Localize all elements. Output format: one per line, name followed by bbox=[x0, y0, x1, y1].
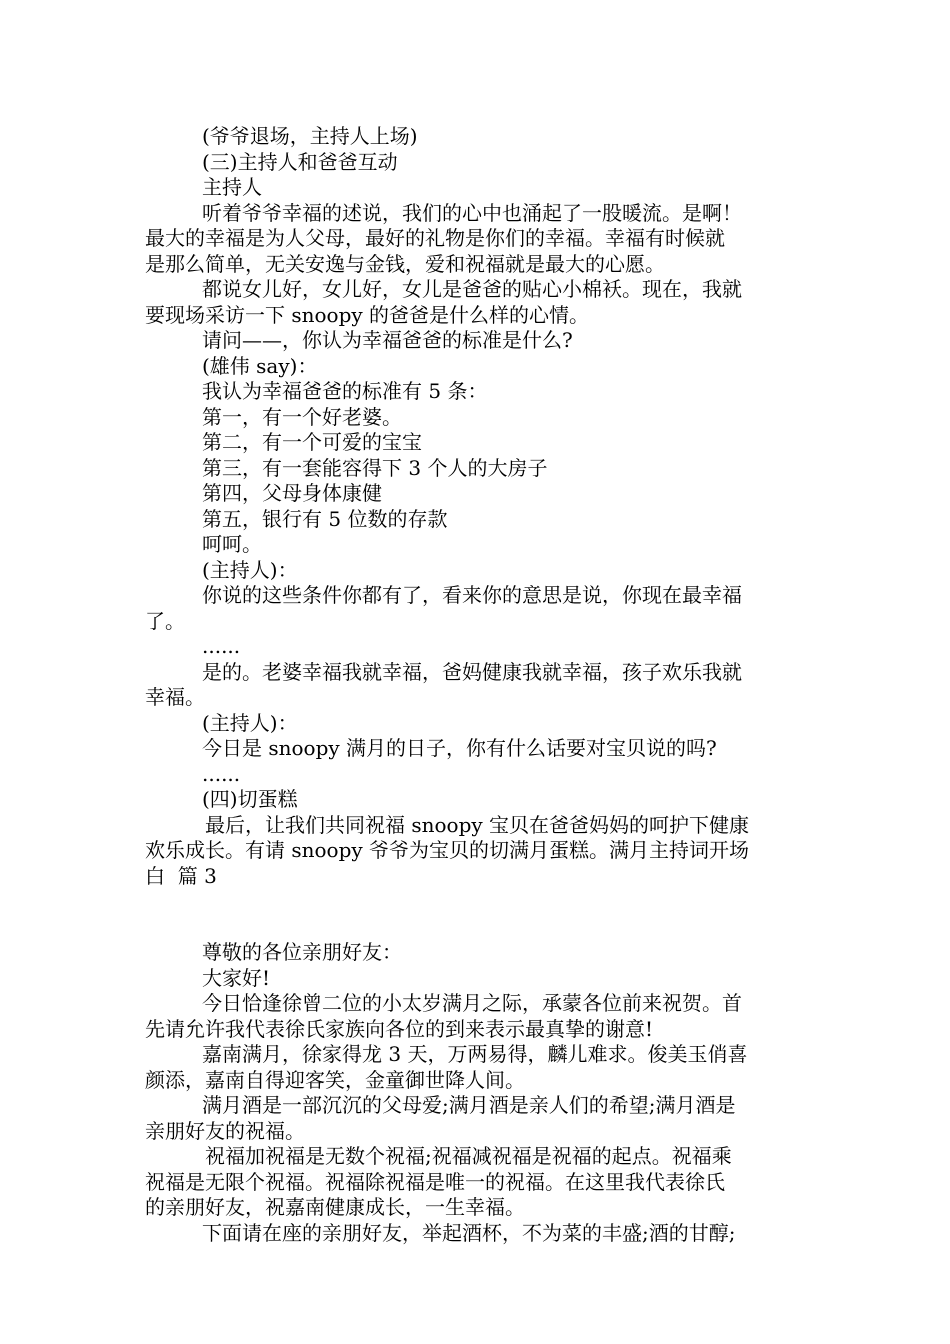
text-line: 幸福。 bbox=[145, 685, 205, 709]
text-line: 白 篇 3 bbox=[145, 863, 217, 888]
text-line: 是的。老婆幸福我就幸福，爸妈健康我就幸福，孩子欢乐我就 bbox=[202, 659, 742, 684]
text-line: 第三，有一套能容得下 3 个人的大房子 bbox=[202, 455, 548, 480]
text-line: 第四，父母身体康健 bbox=[202, 481, 382, 505]
text-line: 听着爷爷幸福的述说，我们的心中也涌起了一股暖流。是啊！ bbox=[202, 200, 742, 225]
text-line: ...... bbox=[202, 634, 241, 658]
text-line: (四)切蛋糕 bbox=[202, 787, 298, 811]
text-line: 下面请在座的亲朋好友，举起酒杯，不为菜的丰盛;酒的甘醇; bbox=[202, 1220, 736, 1245]
text-line: 呵呵。 bbox=[202, 532, 262, 556]
text-line: 大家好! bbox=[202, 965, 271, 990]
text-line: 是那么简单，无关安逸与金钱，爱和祝福就是最大的心愿。 bbox=[145, 251, 665, 276]
text-line: 先请允许我代表徐氏家族向各位的到来表示最真挚的谢意! bbox=[145, 1016, 654, 1041]
text-line: 的亲朋好友，祝嘉南健康成长，一生幸福。 bbox=[145, 1195, 525, 1219]
text-line: (爷爷退场，主持人上场) bbox=[202, 124, 418, 148]
text-line: 第五，银行有 5 位数的存款 bbox=[202, 506, 448, 531]
text-line: 了。 bbox=[145, 608, 185, 633]
text-line: 我认为幸福爸爸的标准有 5 条： bbox=[202, 379, 488, 403]
text-line: 尊敬的各位亲朋好友： bbox=[202, 940, 402, 964]
text-line: 都说女儿好，女儿好，女儿是爸爸的贴心小棉袄。现在，我就 bbox=[202, 277, 742, 301]
text-line: 最后，让我们共同祝福 snoopy 宝贝在爸爸妈妈的呵护下健康 bbox=[205, 812, 750, 837]
text-line: 最大的幸福是为人父母，最好的礼物是你们的幸福。幸福有时候就 bbox=[145, 226, 725, 250]
text-line: 嘉南满月，徐家得龙 3 天，万两易得，麟儿难求。俊美玉俏喜 bbox=[202, 1042, 748, 1066]
text-line: (三)主持人和爸爸互动 bbox=[202, 149, 398, 174]
text-line: (雄伟 say)： bbox=[202, 353, 318, 378]
text-line: 亲朋好友的祝福。 bbox=[145, 1118, 305, 1143]
text-line: (主持人)： bbox=[202, 557, 298, 582]
text-line: 主持人 bbox=[202, 175, 262, 199]
text-line: 今日恰逢徐曾二位的小太岁满月之际，承蒙各位前来祝贺。首 bbox=[202, 991, 742, 1015]
text-line: 颜添，嘉南自得迎客笑，金童御世降人间。 bbox=[145, 1067, 525, 1092]
text-line: 请问——，你认为幸福爸爸的标准是什么? bbox=[202, 328, 573, 352]
text-line: 你说的这些条件你都有了，看来你的意思是说，你现在最幸福 bbox=[202, 583, 742, 607]
text-line: 第二，有一个可爱的宝宝 bbox=[202, 430, 422, 454]
text-line: (主持人)： bbox=[202, 710, 298, 735]
text-line: 今日是 snoopy 满月的日子，你有什么话要对宝贝说的吗? bbox=[202, 736, 717, 760]
document-body bbox=[145, 124, 810, 1246]
text-line: 祝福是无限个祝福。祝福除祝福是唯一的祝福。在这里我代表徐氏 bbox=[145, 1169, 725, 1194]
text-line: 满月酒是一部沉沉的父母爱;满月酒是亲人们的希望;满月酒是 bbox=[202, 1093, 736, 1117]
text-line: 祝福加祝福是无数个祝福;祝福减祝福是祝福的起点。祝福乘 bbox=[205, 1144, 732, 1168]
text-line: ...... bbox=[202, 761, 241, 786]
paragraph-gap bbox=[145, 889, 810, 940]
text-line: 欢乐成长。有请 snoopy 爷爷为宝贝的切满月蛋糕。满月主持词开场 bbox=[145, 838, 750, 862]
text-line: 要现场采访一下 snoopy 的爸爸是什么样的心情。 bbox=[145, 302, 590, 327]
text-line: 第一，有一个好老婆。 bbox=[202, 404, 402, 429]
